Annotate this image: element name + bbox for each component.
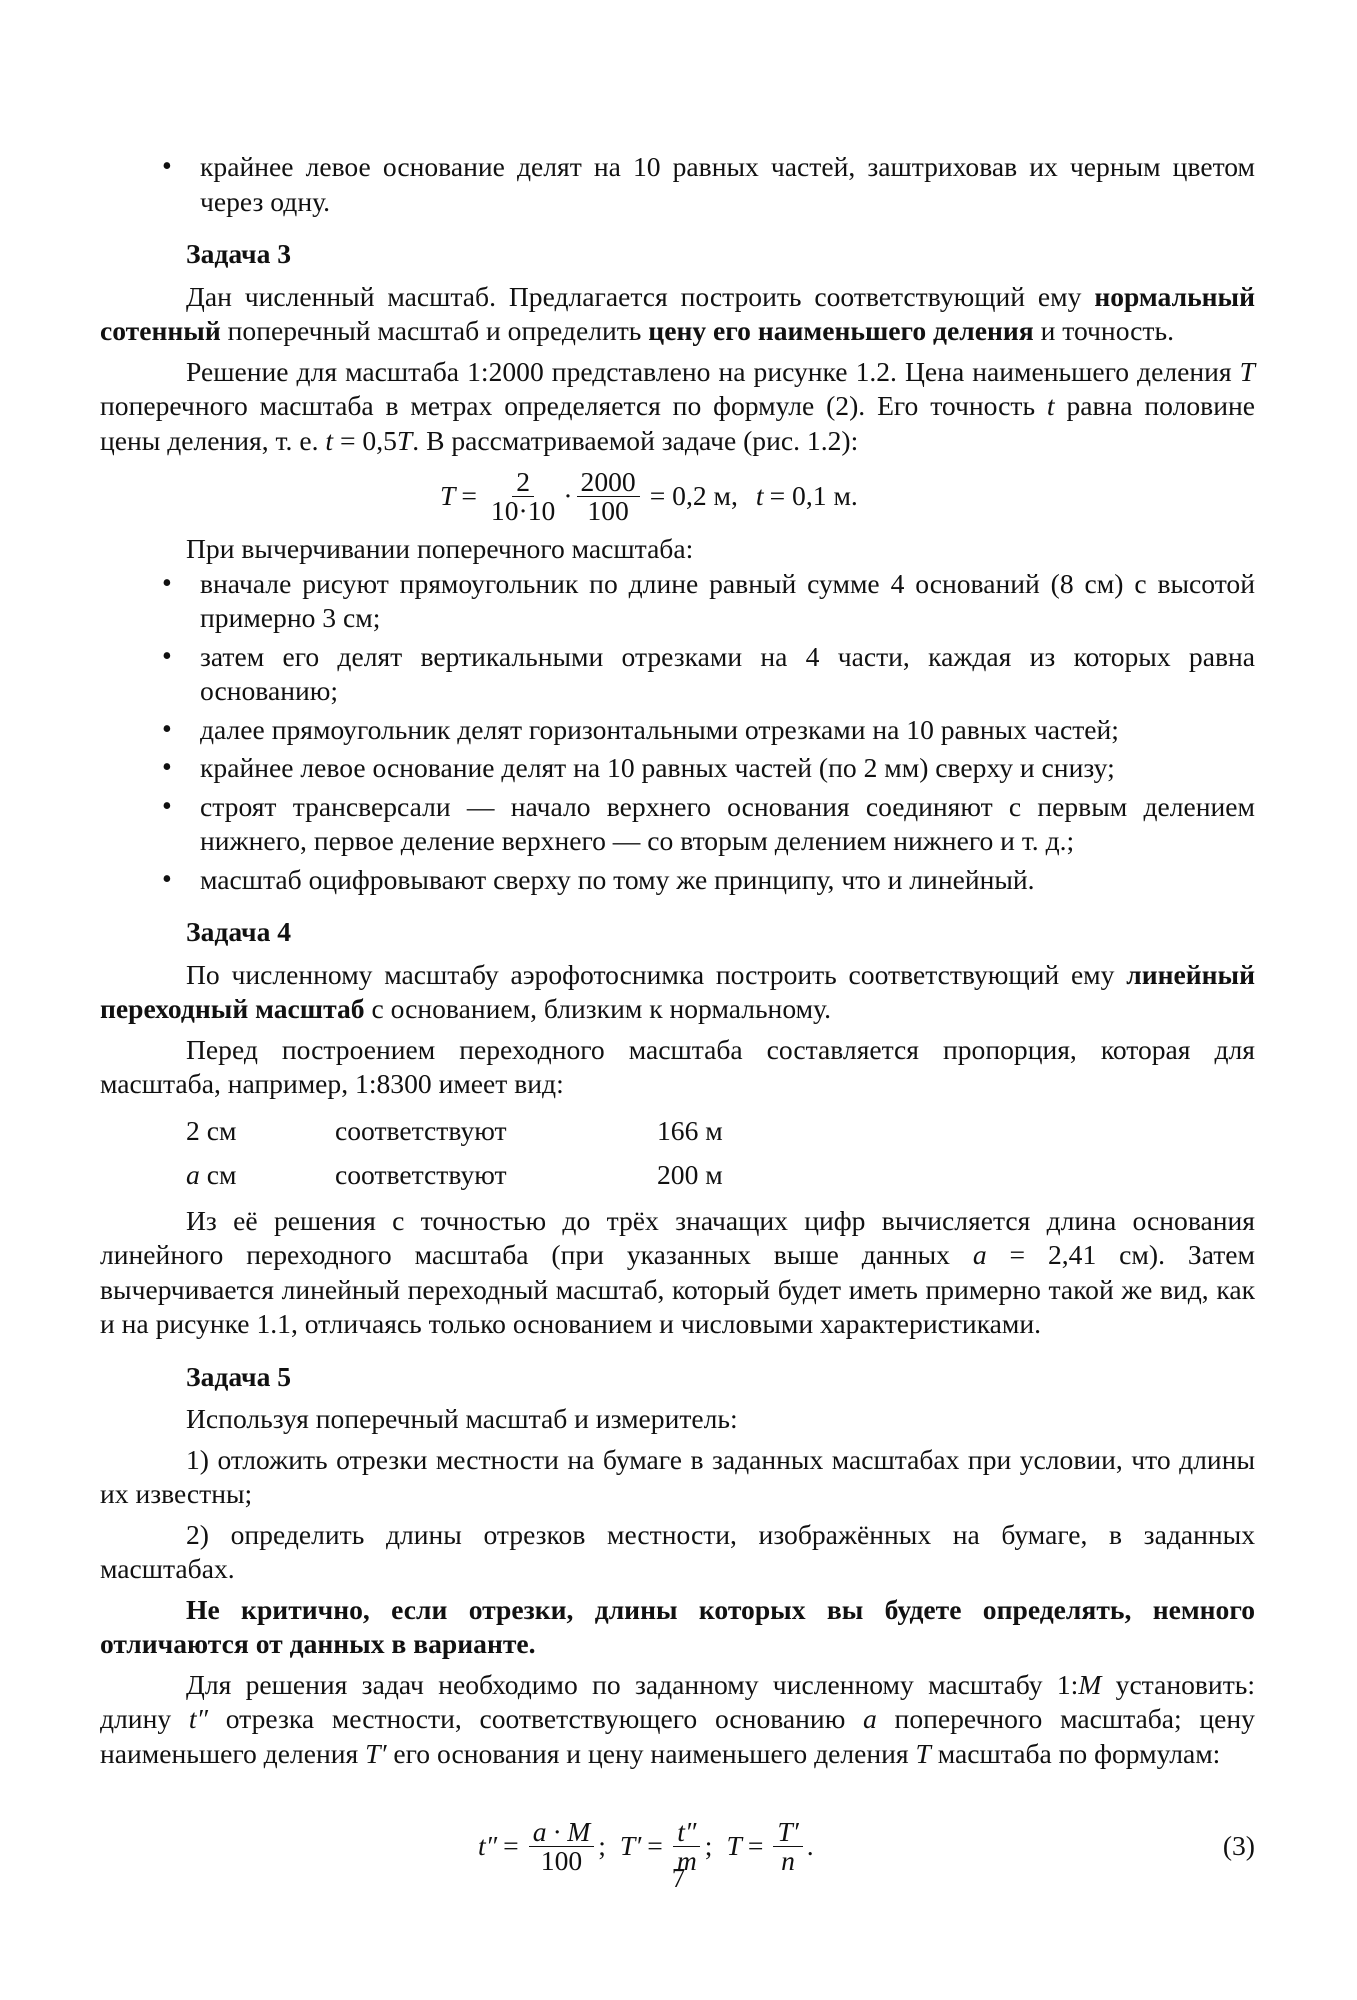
text-run: и точность. bbox=[1033, 315, 1174, 346]
text-run: поперечного масштаба в метрах определяется по формуле (2). Его точность bbox=[100, 390, 1047, 421]
formula-result: = 0,1 м. bbox=[769, 479, 858, 511]
equation-number: (3) bbox=[1222, 1830, 1255, 1861]
task-5-intro: Используя поперечный масштаб и измеритель: bbox=[186, 1403, 738, 1434]
numerator: t″ bbox=[673, 1818, 700, 1847]
proportion-table bbox=[100, 1110, 1255, 1198]
task-4-heading: Задача 4 bbox=[186, 916, 292, 947]
variable: t bbox=[325, 424, 334, 456]
proportion-left: 2 см bbox=[186, 1115, 237, 1147]
denominator: 10·10 bbox=[490, 494, 556, 526]
equals-sign: = bbox=[747, 1829, 764, 1861]
text-run: поперечный масштаб и определить bbox=[220, 315, 649, 346]
bold-term: нормальный сотенный bbox=[100, 280, 1255, 346]
text-run: его основания и цену наименьшего деления bbox=[386, 1737, 916, 1769]
bold-note: Не критично, если отрезки, длины которых вы будете определять, немного отличаются от данных в варианте. bbox=[100, 1593, 1255, 1659]
task-3-intro bbox=[100, 280, 1255, 349]
text-run: Дан численный масштаб. Предлагается построить соответствующий ему bbox=[186, 280, 1095, 312]
formula-lhs: T bbox=[440, 479, 456, 511]
numerator: a · M bbox=[529, 1818, 594, 1847]
list-item: • вначале рисуют прямоугольник по длине равный сумме 4 оснований (8 см) с высотой примерно 3 см; bbox=[100, 567, 1255, 636]
equals-sign: = bbox=[461, 479, 477, 511]
formula-t bbox=[100, 466, 1255, 526]
task-5-method bbox=[100, 1668, 1255, 1772]
formula-lhs: T bbox=[726, 1829, 742, 1861]
text-run: Решение для масштаба 1:2000 представлено на рисунке 1.2. Цена наименьшего деления bbox=[186, 355, 1240, 387]
formula-lhs: T′ bbox=[619, 1829, 642, 1861]
fraction bbox=[487, 465, 559, 526]
text-run: равна половине цены деления, т. е. bbox=[100, 390, 1255, 456]
list-item: • масштаб оцифровывают сверху по тому же принципу, что и линейный. bbox=[100, 863, 1255, 898]
variable: T bbox=[396, 424, 413, 456]
formula-end: . bbox=[806, 1829, 814, 1861]
variable: T bbox=[1239, 355, 1255, 387]
separator: ; bbox=[704, 1829, 713, 1861]
text-run: масштаба по формулам: bbox=[930, 1737, 1221, 1769]
variable: T′ bbox=[365, 1737, 387, 1769]
variable: a bbox=[972, 1239, 987, 1270]
variable: T bbox=[915, 1737, 931, 1769]
fraction bbox=[577, 465, 640, 526]
text-run: установить: длину bbox=[100, 1668, 1255, 1734]
denominator: 100 bbox=[587, 494, 629, 526]
variable: M bbox=[1078, 1668, 1102, 1700]
formula-variable: t bbox=[755, 479, 764, 511]
top-bullet-list bbox=[100, 150, 1255, 219]
drawing-steps-list bbox=[100, 567, 1255, 898]
text-run: = 2,41 см). Затем вычерчивается линейный переходный масштаб, который будет иметь примерно такой же вид, как и на рисунке 1.1, отличаясь только основанием и числовыми характеристиками. bbox=[100, 1239, 1255, 1339]
task-4-intro bbox=[100, 958, 1255, 1027]
multiply-dot: · bbox=[563, 479, 573, 511]
text-run: см bbox=[199, 1159, 237, 1191]
separator: ; bbox=[598, 1829, 606, 1861]
formula-result: = 0,2 м, bbox=[649, 479, 738, 511]
text-run: Из её решения с точностью до трёх значащих цифр вычисляется длина основания линейного переходного масштаба (при указанных выше данных bbox=[100, 1204, 1255, 1270]
list-item: • крайнее левое основание делят на 10 равных частей (по 2 мм) сверху и снизу; bbox=[100, 751, 1255, 786]
table-row bbox=[100, 1154, 1255, 1198]
variable: a bbox=[863, 1703, 877, 1734]
page-text bbox=[100, 150, 1255, 1891]
numerator: 2000 bbox=[577, 468, 640, 497]
bold-term: линейный переходный масштаб bbox=[100, 958, 1255, 1024]
task-3-solution bbox=[100, 355, 1255, 459]
proportion-right: 166 м bbox=[657, 1115, 723, 1147]
task-4-result bbox=[100, 1204, 1255, 1342]
proportion-mid: соответствуют bbox=[335, 1115, 507, 1147]
variable: t″ bbox=[188, 1703, 209, 1734]
proportion-mid: соответствуют bbox=[335, 1159, 507, 1191]
denominator: m bbox=[676, 1844, 697, 1876]
task-5-item-2: 2) определить длины отрезков местности, изображённых на бумаге, в заданных масштабах. bbox=[100, 1518, 1255, 1584]
text-run: = 0,5 bbox=[333, 424, 397, 456]
denominator: 100 bbox=[540, 1844, 583, 1876]
bold-term: цену его наименьшего деления bbox=[648, 315, 1034, 346]
task-5-heading: Задача 5 bbox=[186, 1360, 292, 1392]
equals-sign: = bbox=[647, 1829, 663, 1861]
drawing-intro: При вычерчивании поперечного масштаба: bbox=[186, 533, 694, 564]
formula-lhs: t″ bbox=[478, 1829, 498, 1861]
list-item: • строят трансверсали — начало верхнего основания соединяют с первым делением нижнего, первое деление верхнего — со вторым делением нижнего и т. д.; bbox=[100, 790, 1255, 859]
task-5-item-1: 1) отложить отрезки местности на бумаге в заданных масштабах при условии, что длины их известны; bbox=[100, 1443, 1255, 1509]
text-run: Для решения задач необходимо по заданному численному масштабу 1: bbox=[186, 1668, 1079, 1700]
list-item: • затем его делят вертикальными отрезками на 4 части, каждая из которых равна основанию; bbox=[100, 640, 1255, 709]
text-run: . В рассматриваемой задаче (рис. 1.2): bbox=[412, 424, 859, 456]
proportion-right: 200 м bbox=[657, 1159, 723, 1191]
task-5-note bbox=[100, 1593, 1255, 1662]
text-run: поперечного масштаба; цену наименьшего деления bbox=[100, 1703, 1255, 1769]
numerator: T′ bbox=[773, 1818, 802, 1847]
variable: a bbox=[186, 1159, 200, 1191]
denominator: n bbox=[781, 1844, 795, 1876]
text-run: По численному масштабу аэрофотоснимка построить соответствующий ему bbox=[186, 958, 1127, 990]
equals-sign: = bbox=[503, 1829, 519, 1861]
variable: t bbox=[1046, 390, 1055, 421]
numerator: 2 bbox=[512, 468, 534, 497]
page-number: 7 bbox=[671, 1863, 686, 1893]
text-run: с основанием, близким к нормальному. bbox=[364, 993, 831, 1024]
list-item: • далее прямоугольник делят горизонтальными отрезками на 10 равных частей; bbox=[100, 713, 1255, 748]
text-run: отрезка местности, соответствующего основанию bbox=[208, 1703, 864, 1734]
task-3-heading: Задача 3 bbox=[186, 238, 292, 269]
list-item: • крайнее левое основание делят на 10 равных частей, заштриховав их черным цветом через одну. bbox=[100, 150, 1255, 219]
table-row bbox=[100, 1110, 1255, 1154]
proportion-intro: Перед построением переходного масштаба составляется пропорция, которая для масштаба, например, 1:8300 имеет вид: bbox=[100, 1033, 1255, 1099]
